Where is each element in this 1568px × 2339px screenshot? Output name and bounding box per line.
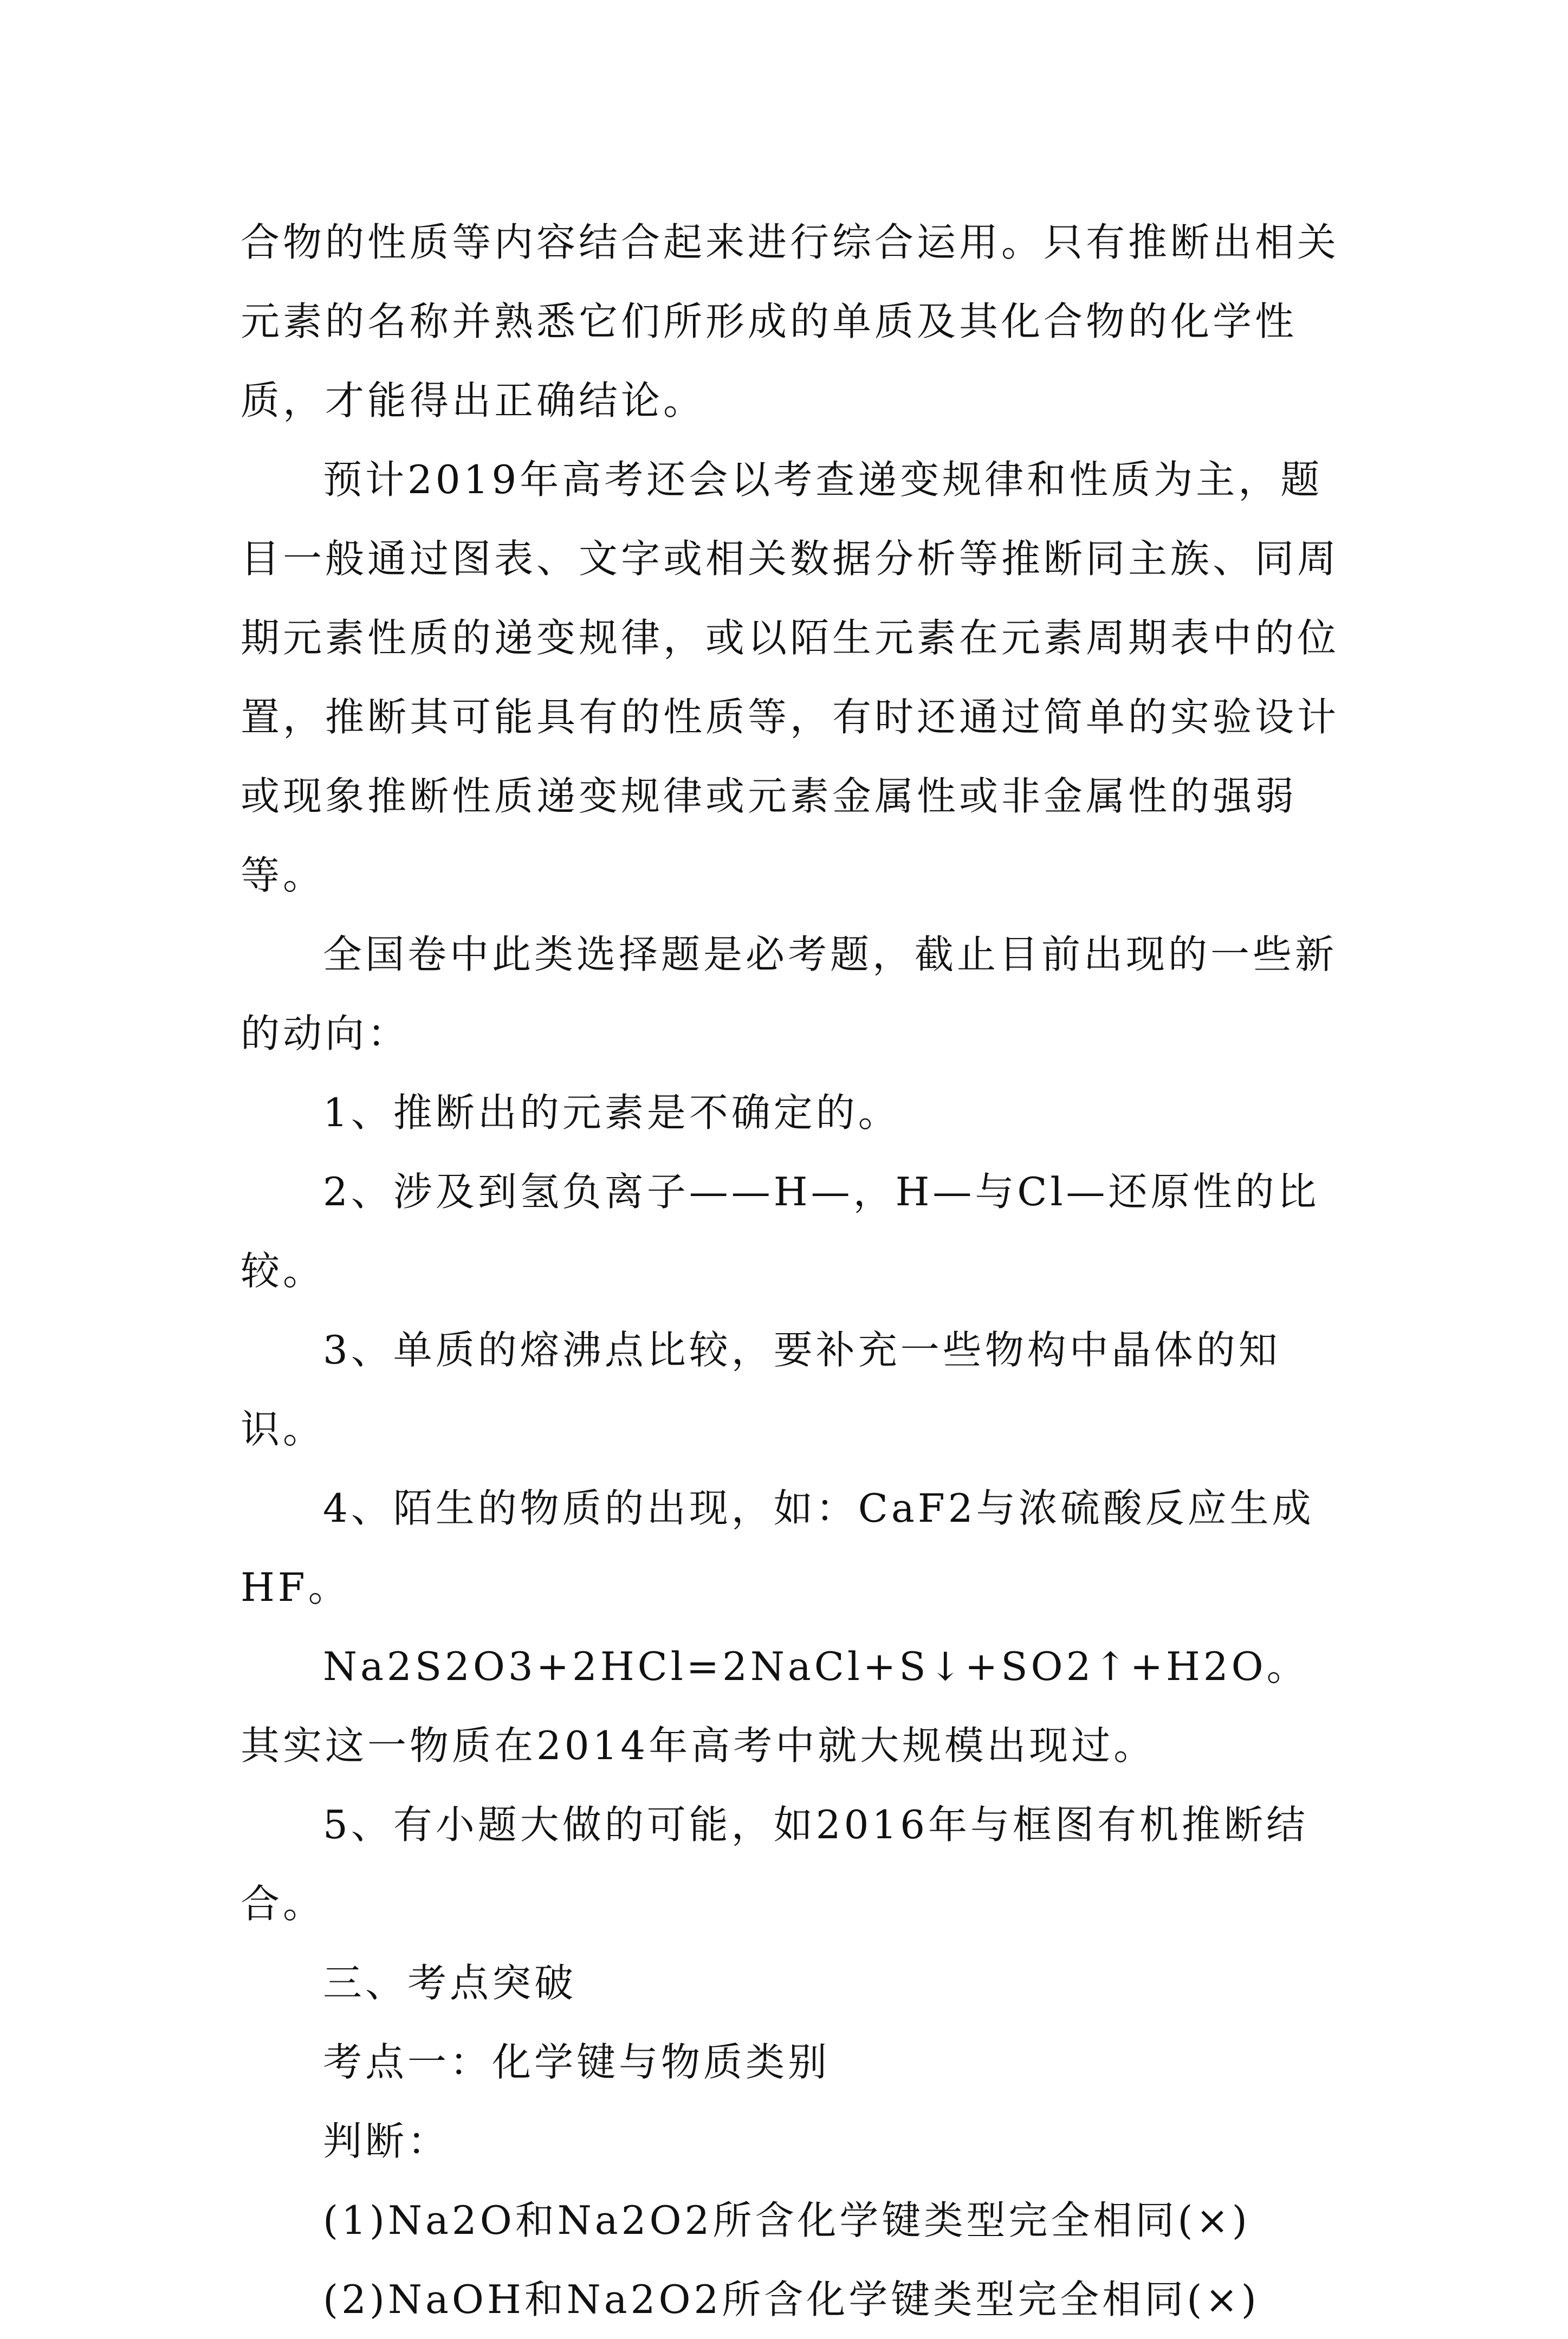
judgement-label: 判断： [323, 2118, 450, 2164]
list-item-4: 4、陌生的物质的出现，如：CaF2与浓硫酸反应生成HF。 [241, 1485, 1314, 1610]
judgement-item-1: (1)Na2O和Na2O2所含化学键类型完全相同(×) [323, 2198, 1250, 2243]
list-item-2: 2、涉及到氢负离子——H—，H—与Cl—还原性的比较。 [241, 1169, 1320, 1294]
subsection-heading: 考点一：化学键与物质类别 [323, 2039, 831, 2085]
paragraph-trends: 全国卷中此类选择题是必考题，截止目前出现的一些新的动向： [241, 932, 1338, 1056]
list-item-5: 5、有小题大做的可能，如2016年与框图有机推断结合。 [241, 1802, 1309, 1927]
document-body [241, 203, 1340, 2339]
section-heading: 三、考点突破 [323, 1960, 577, 2006]
paragraph-intro-continuation: 合物的性质等内容结合起来进行综合运用。只有推断出相关元素的名称并熟悉它们所形成的单质及其化合物的化学性质，才能得出正确结论。 [241, 219, 1340, 423]
paragraph-forecast: 预计2019年高考还会以考查递变规律和性质为主，题目一般通过图表、文字或相关数据分析等推断同主族、同周期元素性质的递变规律，或以陌生元素在元素周期表中的位置，推断其可能具有的性质等，有时还通过简单的实验设计或现象推断性质递变规律或元素金属性或非金属性的强弱等。 [241, 457, 1340, 898]
list-item-1: 1、推断出的元素是不确定的。 [323, 1090, 900, 1135]
judgement-item-2: (2)NaOH和Na2O2所含化学键类型完全相同(×) [323, 2277, 1260, 2322]
list-item-3: 3、单质的熔沸点比较，要补充一些物构中晶体的知识。 [241, 1327, 1281, 1452]
paragraph-equation: Na2S2O3+2HCl=2NaCl+S↓+SO2↑+H2O。其实这一物质在2014年高考中就大规模出现过。 [241, 1644, 1309, 1768]
